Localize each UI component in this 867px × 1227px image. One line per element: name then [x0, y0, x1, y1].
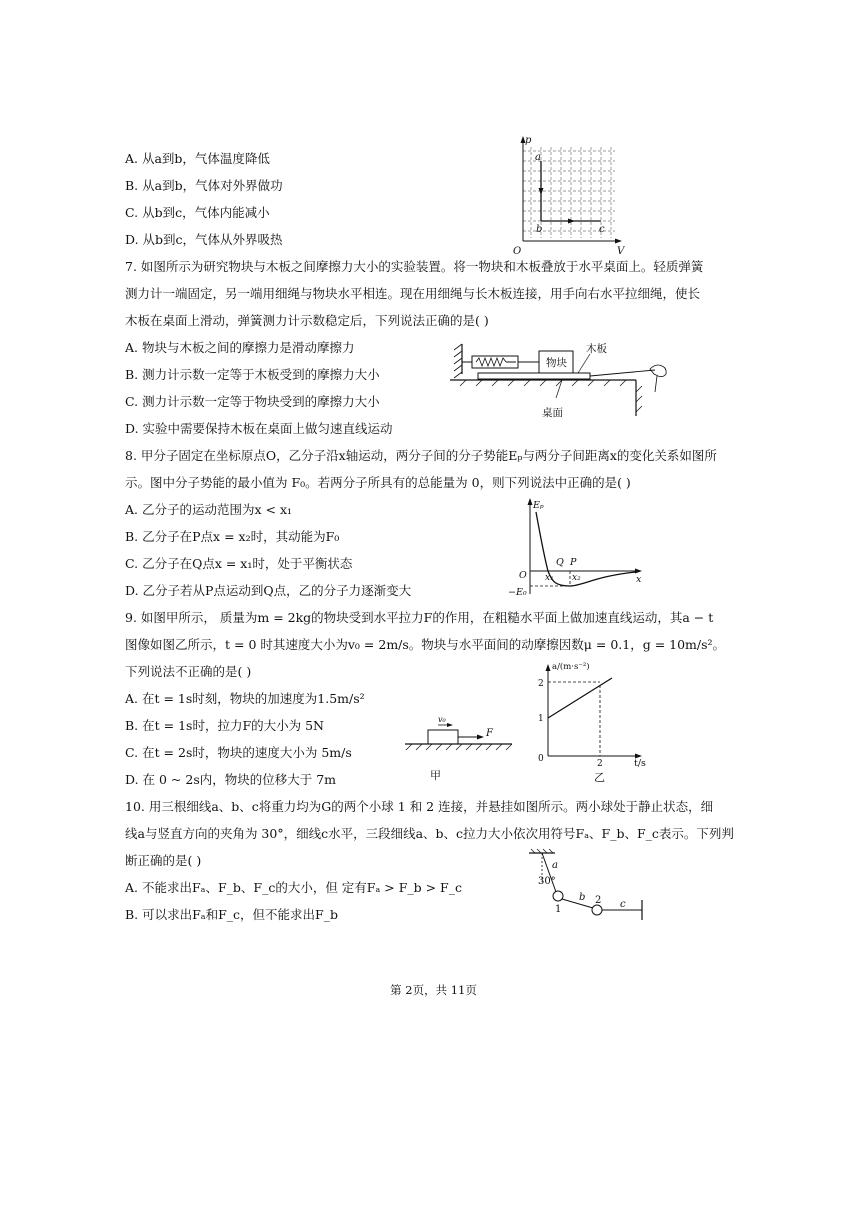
- q8-origin-label: O: [519, 570, 527, 581]
- q7-option-a: A. 物块与木板之间的摩擦力是滑动摩擦力: [125, 340, 355, 355]
- q10-stem-line3: 断正确的是( ): [125, 853, 202, 868]
- q9-x2-tick: 2: [597, 759, 603, 769]
- q9-option-c: C. 在t = 2s时，物块的速度大小为 5m/s: [125, 745, 352, 760]
- q6-option-c: C. 从b到c，气体内能减小: [125, 205, 270, 220]
- q9-option-a: A. 在t = 1s时刻，物块的加速度为1.5m/s²: [125, 691, 365, 706]
- q7-stem-line2: 测力计一端固定，另一端用细绳与物块水平相连。现在用细绳与长木板连接，用手向右水平拉细绳，使长: [125, 286, 701, 301]
- q9-a-axis-label: a/(m·s⁻²): [552, 662, 590, 672]
- q6-c-label: c: [599, 224, 605, 235]
- q10-angle-label: 30°: [538, 876, 556, 887]
- q9-stem-line1: 9. 如图甲所示， 质量为m = 2kg的物块受到水平拉力F的作用，在粗糙水平面上做加速直线运动，其a − t: [125, 610, 714, 625]
- q8-x-label: x: [636, 574, 642, 585]
- q10-b-label: b: [579, 892, 586, 903]
- q6-p-label: p: [525, 135, 532, 146]
- q8-e0-label: −E₀: [508, 587, 527, 598]
- q6-option-d: D. 从b到c，气体从外界吸热: [125, 232, 283, 247]
- q9-stem-line3: 下列说法不正确的是( ): [125, 664, 252, 679]
- q10-ball2-label: 2: [595, 895, 602, 906]
- q7-stem-line1: 7. 如图所示为研究物块与木板之间摩擦力大小的实验装置。将一物块和木板叠放于水平桌面上。轻质弹簧: [125, 259, 704, 274]
- q9-option-d: D. 在 0 ~ 2s内，物块的位移大于 7m: [125, 772, 337, 787]
- q7-stem-line3: 木板在桌面上滑动，弹簧测力计示数稳定后，下列说法正确的是( ): [125, 313, 489, 328]
- q6-origin-label: O: [513, 246, 522, 255]
- q7-option-b: B. 测力计示数一定等于木板受到的摩擦力大小: [125, 367, 380, 382]
- q8-potential-energy-graph: [500, 494, 650, 599]
- q8-ep-label: Eₚ: [533, 500, 544, 511]
- q8-option-b: B. 乙分子在P点x = x₂时，其动能为F₀: [125, 529, 340, 544]
- q9-t-axis-label: t/s: [634, 758, 646, 769]
- q9-origin-tick: 0: [538, 754, 544, 764]
- q8-p-label: P: [570, 557, 577, 568]
- page-footer: 第 2页，共 11页: [390, 983, 477, 997]
- q9-at-graph: [530, 658, 660, 783]
- q10-stem-line2: 线a与竖直方向的夹角为 30°，细线c水平，三段细线a、b、c拉力大小依次用符号Fₐ、F_b、F_c表示。下列判: [125, 826, 734, 841]
- q6-pv-diagram: [505, 133, 625, 255]
- q10-option-a: A. 不能求出Fₐ、F_b、F_c的大小，但 定有Fₐ > F_b > F_c: [125, 880, 462, 895]
- q9-y2-tick: 2: [538, 679, 544, 689]
- q10-option-b: B. 可以求出Fₐ和F_c，但不能求出F_b: [125, 907, 338, 922]
- q6-b-label: b: [536, 224, 543, 235]
- q10-suspended-balls: [525, 848, 655, 928]
- q7-friction-apparatus: [450, 336, 685, 426]
- q9-jia-caption: 甲: [430, 769, 441, 782]
- q9-yi-caption: 乙: [594, 771, 605, 783]
- q9-option-b: B. 在t = 1s时，拉力F的大小为 5N: [125, 718, 324, 733]
- q6-option-a: A. 从a到b，气体温度降低: [125, 151, 270, 166]
- q9-fig-jia: [400, 712, 520, 782]
- q10-c-label: c: [620, 899, 626, 910]
- q8-stem-line2: 示。图中分子势能的最小值为 F₀。若两分子所具有的总能量为 0，则下列说法中正确的是( ): [125, 475, 631, 490]
- q10-a-label: a: [552, 860, 558, 871]
- q6-a-label: a: [535, 152, 541, 163]
- q8-q-label: Q: [556, 557, 564, 568]
- q8-option-a: A. 乙分子的运动范围为x < x₁: [125, 502, 293, 517]
- q9-y1-tick: 1: [538, 714, 544, 724]
- q6-option-b: B. 从a到b，气体对外界做功: [125, 178, 283, 193]
- q7-block-label: 物块: [546, 357, 567, 369]
- q8-x2-label: x₂: [572, 573, 581, 583]
- q8-x1-label: x₁: [545, 573, 554, 583]
- q6-v-label: V: [617, 246, 625, 255]
- q9-f-label: F: [486, 728, 493, 739]
- q8-stem-line1: 8. 甲分子固定在坐标原点O，乙分子沿x轴运动，两分子间的分子势能Eₚ与两分子间距离x的变化关系如图所: [125, 448, 717, 463]
- q7-option-c: C. 测力计示数一定等于物块受到的摩擦力大小: [125, 394, 380, 409]
- q7-table-label: 桌面: [542, 407, 563, 419]
- q8-option-c: C. 乙分子在Q点x = x₁时，处于平衡状态: [125, 556, 353, 571]
- q10-stem-line1: 10. 用三根细线a、b、c将重力均为G的两个小球 1 和 2 连接，并悬挂如图所示。两小球处于静止状态，细: [125, 799, 714, 814]
- q7-option-d: D. 实验中需要保持木板在桌面上做匀速直线运动: [125, 421, 393, 436]
- q9-v0-label: v₀: [438, 715, 446, 724]
- q9-stem-line2: 图像如图乙所示，t = 0 时其速度大小为v₀ = 2m/s。物块与水平面间的动摩擦因数μ = 0.1，g = 10m/s²。: [125, 637, 726, 652]
- q7-board-label: 木板: [586, 343, 607, 355]
- q10-ball1-label: 1: [555, 904, 562, 915]
- q8-option-d: D. 乙分子若从P点运动到Q点，乙的分子力逐渐变大: [125, 583, 412, 598]
